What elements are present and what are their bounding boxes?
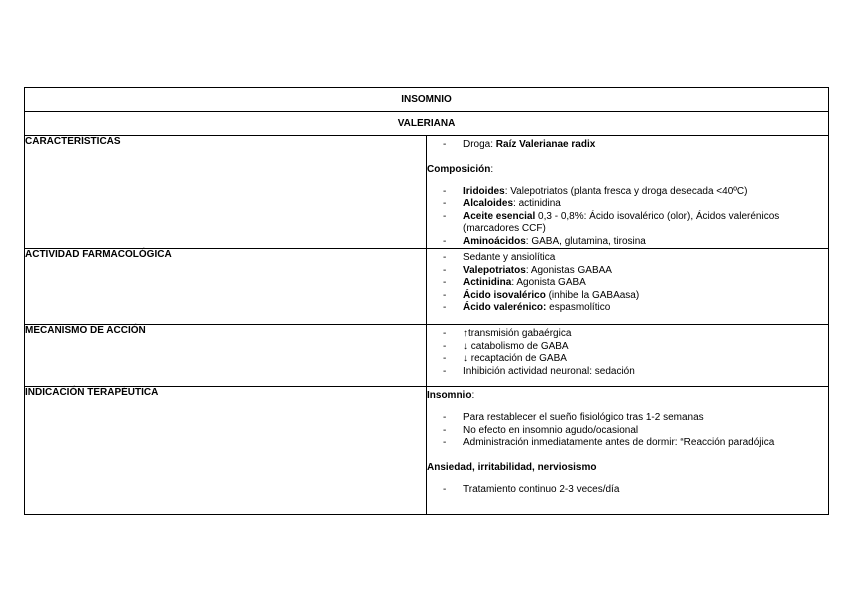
insomnio-list	[427, 412, 828, 450]
list-item: - Ácido isovalérico (inhibe la GABAasa)	[443, 289, 640, 301]
list-item: - Iridoides: Valepotriatos (planta fresca y droga desecada <40ºC)	[443, 185, 748, 197]
item-text: Tratamiento continuo 2-3 veces/día	[463, 483, 620, 495]
list-item: - Alcaloides: actinidina	[443, 198, 561, 209]
monograph-table	[24, 87, 829, 515]
indicacion-row	[25, 387, 829, 515]
item-text: 0,3 - 0,8%: Ácido isovalérico (olor), Ácidos valerénicos (marcadores CCF)	[463, 210, 780, 234]
item-term: Valepotriatos	[463, 264, 526, 276]
composicion-colon: :	[490, 163, 494, 175]
caracteristicas-row	[25, 136, 829, 249]
list-item: - Sedante y ansiolítica	[443, 252, 556, 263]
list-item: - Droga: Raíz Valerianae radix	[443, 139, 596, 150]
caracteristicas-content	[427, 136, 829, 249]
item-text: Para restablecer el sueño fisiológico tras 1-2 semanas	[463, 412, 704, 423]
insomnio-heading-line	[427, 390, 828, 402]
list-item: - ↓ catabolismo de GABA	[443, 340, 569, 352]
list-item: - ↑transmisión gabaérgica	[443, 328, 572, 339]
list-item: - Valepotriatos: Agonistas GABAA	[443, 264, 612, 276]
item-text: ↓ recaptación de GABA	[463, 353, 567, 364]
item-text: (inhibe la GABAasa)	[545, 289, 640, 301]
actividad-content	[427, 249, 829, 325]
item-term: Aminoácidos	[463, 235, 526, 247]
item-text: Inhibición actividad neuronal: sedación	[463, 365, 635, 377]
item-text: : GABA, glutamina, tirosina	[525, 235, 646, 247]
list-item: - Ácido valerénico: espasmolítico	[443, 302, 611, 313]
item-text: : Valepotriatos (planta fresca y droga desecada <40ºC)	[504, 185, 748, 197]
actividad-list	[427, 252, 828, 315]
list-item: - Aceite esencial 0,3 - 0,8%: Ácido isovalérico (olor), Ácidos valerénicos (marcadores CCF)	[443, 210, 780, 234]
caracteristicas-label: CARACTERÍSTICAS	[25, 136, 427, 249]
list-item: - Inhibición actividad neuronal: sedación	[443, 365, 635, 377]
item-term: Aceite esencial	[463, 210, 536, 222]
title-row	[25, 88, 829, 112]
ansiedad-heading: Ansiedad, irritabilidad, nerviosismo	[427, 461, 597, 473]
ansiedad-list	[427, 484, 828, 497]
item-text: : Agonistas GABAA	[525, 264, 612, 276]
mecanismo-list	[427, 328, 828, 378]
item-text: Sedante y ansiolítica	[463, 252, 556, 263]
list-item: - Tratamiento continuo 2-3 veces/día	[443, 483, 620, 495]
insomnio-colon: :	[471, 390, 475, 401]
item-term: Iridoides	[463, 185, 505, 197]
item-term: Actinidina	[463, 277, 512, 288]
mecanismo-content	[427, 325, 829, 387]
document-title: INSOMNIO	[25, 88, 829, 112]
item-text: : actinidina	[513, 198, 561, 209]
list-item: - Aminoácidos: GABA, glutamina, tirosina	[443, 235, 646, 247]
composicion-heading: Composición	[427, 163, 491, 175]
mecanismo-label: MECANISMO DE ACCIÓN	[25, 325, 427, 387]
composicion-list	[427, 186, 828, 249]
item-text: No efecto en insomnio agudo/ocasional	[463, 424, 639, 436]
droga-prefix: Droga:	[463, 139, 496, 150]
item-text: : Agonista GABA	[511, 277, 586, 288]
plant-name: VALERIANA	[25, 112, 829, 136]
list-item: - Para restablecer el sueño fisiológico tras 1-2 semanas	[443, 412, 704, 423]
mecanismo-row	[25, 325, 829, 387]
item-text: espasmolítico	[546, 302, 611, 313]
item-text: ↓ catabolismo de GABA	[463, 340, 569, 352]
actividad-label: ACTIVIDAD FARMACOLÓGICA	[25, 249, 427, 325]
subtitle-row	[25, 112, 829, 136]
list-item: - ↓ recaptación de GABA	[443, 353, 567, 364]
insomnio-heading: Insomnio	[427, 390, 472, 401]
item-text: ↑transmisión gabaérgica	[463, 328, 572, 339]
list-item: - Administración inmediatamente antes de dormir: “Reacción paradójica	[443, 437, 775, 448]
actividad-row	[25, 249, 829, 325]
droga-value: Raíz Valerianae radix	[495, 139, 596, 150]
composicion-heading-line	[427, 164, 828, 176]
list-item: - No efecto en insomnio agudo/ocasional	[443, 424, 639, 436]
droga-list	[427, 139, 828, 152]
list-item: - Actinidina: Agonista GABA	[443, 277, 586, 288]
item-text: Administración inmediatamente antes de dormir: “Reacción paradójica	[463, 437, 775, 448]
item-term: Ácido valerénico:	[463, 302, 547, 313]
indicacion-label: INDICACIÓN TERAPÉUTICA	[25, 387, 427, 515]
item-term: Ácido isovalérico	[463, 289, 546, 301]
item-term: Alcaloides	[463, 198, 514, 209]
indicacion-content	[427, 387, 829, 515]
